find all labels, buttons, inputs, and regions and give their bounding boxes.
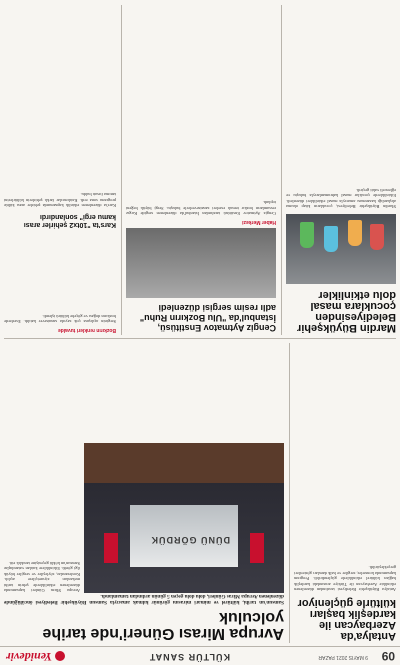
article-cengiz-byline: Haber Merkezi: [242, 219, 276, 225]
article-cengiz: [126, 3, 276, 333]
flag-icon: [104, 533, 118, 563]
article-cengiz-body: Cengiz Aytmatov Enstitüsü tarafından İstanbul'da düzenlenen sergide Kırgız ressamların bozkır temalı eserleri sanatseverlerle buluştu. Sergi büyük beğeni topladı.: [126, 200, 276, 216]
child-figure: [348, 220, 362, 246]
article-main-deck: Samsun'un tarihi, kültürel ve mimari mirasını görünür kılmak amacıyla Samsun Büyükşehir Belediyesi öncülüğünde düzenlenen Avrupa Miras Günleri, dolu dolu geçen 5 günün ardından tamamlandı.: [4, 592, 284, 605]
masthead: [0, 646, 400, 665]
event-stage-photo: [84, 443, 284, 593]
article-left: [4, 3, 116, 333]
column-divider: [121, 5, 122, 335]
logo-text: Yenidevir: [6, 650, 52, 664]
stage-screen-text: DÜNÜ GÖRDÜK: [150, 535, 230, 545]
exhibition-photo: [126, 228, 276, 298]
section-title: KÜLTÜR SANAT: [148, 652, 230, 662]
issue-date: 9 MAYIS 2021 PAZAR: [318, 654, 368, 660]
flag-icon: [250, 533, 264, 563]
article-antalya-headline: Antalya'da Azerbaycan ile kardeşlik başları kültürle güçleniyor: [297, 597, 396, 642]
article-main-body: Avrupa Miras Günleri kapsamında düzenlenen etkinliklerde şehrin tarihi mekanları ziyaretçilere açıldı. Konferanslar, söyleşiler ve sergiler büyük ilgi gördü. Etkinliklere katılan vatandaşlar Samsun'un köklü geçmişine tanıklık etti.: [4, 560, 80, 593]
column-divider: [289, 343, 290, 643]
newspaper-logo: [6, 649, 65, 664]
article-main-headline: Avrupa Mirası Güneri'nde tarihe yolculuk: [42, 609, 284, 642]
logo-icon: [55, 652, 65, 662]
article-main-body-col: [4, 443, 80, 593]
article-kars-headline: Kars'ta "10tx2 şehirler arası kamu ergi" sonlandırdı: [23, 213, 116, 228]
article-antalya-body: Antalya Büyükşehir Belediyesi tarafından düzenlenen etkinlikte Azerbaycan ile Türkiye arasındaki kardeşlik bağları kültürel etkinliklerle güçlendirildi. Program kapsamında konserler, sergiler ve halk dansları gösterileri gerçekleştirildi.: [294, 565, 396, 592]
stage-screen: [130, 505, 238, 567]
article-main: [4, 592, 284, 641]
article-mardin-body: Mardin Büyükşehir Belediyesi, çocukların kitap okuma alışkanlığı kazanması amacıyla masal etkinlikleri düzenledi. Etkinliklerde çocuklar masal kahramanlarıyla buluştu ve eğlenceli vakit geçirdi.: [286, 187, 396, 209]
page-number: 09: [381, 649, 395, 663]
row-divider: [4, 338, 396, 339]
child-figure: [370, 224, 384, 250]
article-left-body: Serginin açılışına çok sayıda sanatsever katıldı. Eserlerde bozkırın doğası ve göçebe kültürü işlendi.: [4, 313, 116, 324]
article-left-subheading: Bozkırın renkleri tuvalde: [57, 327, 116, 333]
child-figure: [324, 226, 338, 252]
article-kars-body: Kars'ta düzenlenen etkinlik kapsamında şehirler arası kültür programı sona erdi. Katılımcılar farklı şehirlerin kültürlerini tanıma fırsatı buldu.: [4, 192, 116, 208]
child-figure: [300, 222, 314, 248]
article-mardin-headline: Mardin Büyükşehir Belediyesinden çocuklara masal dolu etkinlikler: [296, 289, 396, 334]
article-antalya: [294, 341, 396, 641]
stage-floor: [84, 443, 284, 483]
children-photo: [286, 214, 396, 284]
article-mardin: [286, 3, 396, 333]
article-cengiz-headline: Cengiz Aytmatov Enstitüsü, İstanbul'da "Ulu Bozkırın Ruhu" adlı resim sergisi düzenledi: [139, 303, 276, 333]
column-divider: [281, 5, 282, 335]
